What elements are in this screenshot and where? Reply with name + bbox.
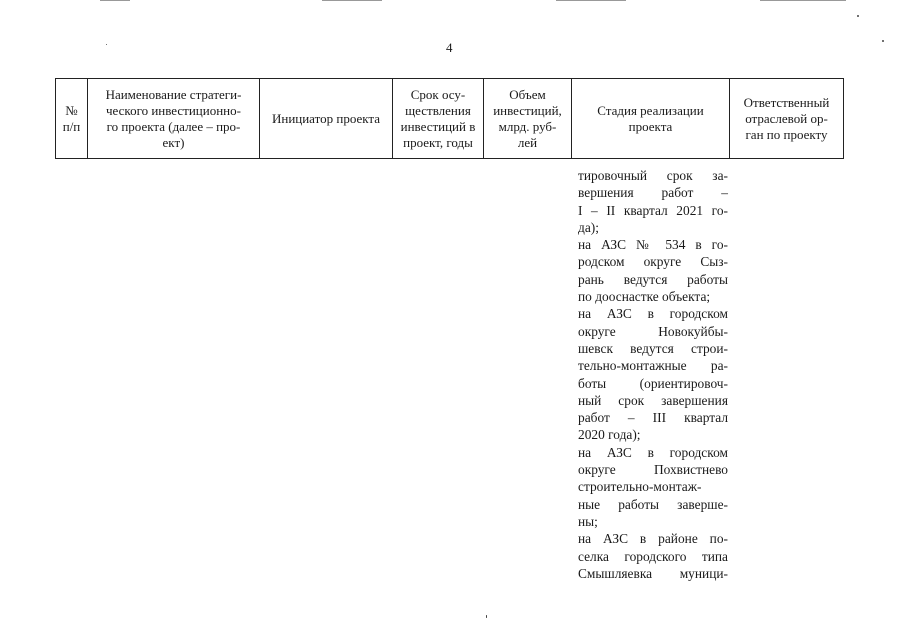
header-stage: Стадия реализации проекта [572, 79, 730, 159]
header-project-name: Наименование стратеги- ческого инвестиционно- го проекта (далее – про- ект) [88, 79, 260, 159]
text-line: ный срок завершения [578, 392, 728, 408]
scan-speck [106, 44, 107, 45]
scan-speck [882, 40, 884, 42]
text-line: работ – III квартал [578, 410, 728, 426]
text-line: на АЗС в городском [578, 444, 728, 460]
text-line: округе Новокуйбы- [578, 323, 728, 339]
text-line: округе Похвистнево [578, 462, 728, 478]
text-line: по дооснастке объекта; [578, 289, 711, 305]
text-line: тировочный срок за- [578, 168, 728, 183]
scan-artifact-line [100, 0, 130, 1]
text-line: тельно-монтажные ра- [578, 358, 728, 374]
stage-description [578, 167, 728, 582]
header-initiator: Инициатор проекта [260, 79, 393, 159]
scan-artifact-line [322, 0, 382, 1]
scan-artifact-line [760, 0, 846, 1]
text-line: боты (ориентировоч- [578, 375, 728, 391]
page-number: 4 [446, 40, 453, 55]
table-header [55, 78, 844, 159]
header-investment-volume: Объем инвестиций, млрд. руб- лей [484, 79, 572, 159]
text-line: строительно-монтаж- [578, 479, 702, 495]
text-line: рань ведутся работы [578, 271, 728, 287]
text-line: шевск ведутся строи- [578, 340, 728, 356]
text-line: на АЗС в городском [578, 306, 728, 322]
text-line: селка городского типа [578, 548, 728, 564]
table-header-row [56, 79, 844, 159]
text-line: на АЗС в районе по- [578, 531, 728, 547]
text-line: Смышляевка муници- [578, 565, 728, 581]
text-line: ны; [578, 513, 598, 529]
header-investment-period: Срок осу- ществления инвестиций в проект, годы [393, 79, 484, 159]
header-responsible-body: Ответственный отраслевой ор- ган по проекту [730, 79, 844, 159]
text-line: ные работы заверше- [578, 496, 728, 512]
header-number: № п/п [56, 79, 88, 159]
text-line: 2020 года); [578, 427, 641, 443]
text-line: вершения работ – [578, 185, 728, 201]
text-line: родском округе Сыз- [578, 254, 728, 270]
text-line: да); [578, 219, 599, 235]
text-line: на АЗС № 534 в го- [578, 237, 728, 253]
scan-speck [857, 15, 859, 17]
text-line: I – II квартал 2021 го- [578, 202, 728, 218]
scan-artifact-line [556, 0, 626, 1]
scan-speck [486, 615, 487, 618]
